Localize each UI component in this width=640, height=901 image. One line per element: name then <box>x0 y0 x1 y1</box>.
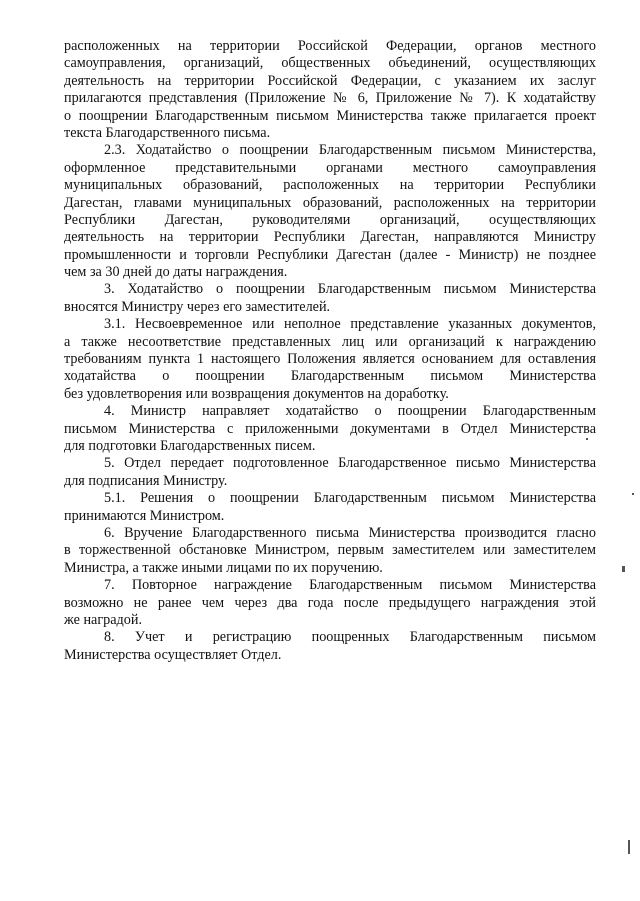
text-line: в торжественной обстановке Министром, первым заместителем или заместителем <box>64 542 596 559</box>
scan-speck <box>628 840 630 854</box>
text-line: 4. Министр направляет ходатайство о поощрении Благодарственным <box>104 403 596 420</box>
paragraph-p-5-1 <box>64 490 596 525</box>
paragraph-p-7 <box>64 577 596 629</box>
text-line: текста Благодарственного письма. <box>64 124 271 141</box>
text-line: принимаются Министром. <box>64 507 225 524</box>
text-line: прилагаются представления (Приложение № 6, Приложение № 7). К ходатайству <box>64 90 596 107</box>
text-line: же наградой. <box>64 611 143 628</box>
paragraph-p-8 <box>64 629 596 664</box>
text-line: чем за 30 дней до даты награждения. <box>64 264 288 281</box>
text-line: письмом Министерства с приложенными документами в Отдел Министерства <box>64 420 596 437</box>
paragraph-p-4 <box>64 403 596 455</box>
paragraph-intro-cont <box>64 38 596 142</box>
text-line: о поощрении Благодарственным письмом Министерства также прилагается проект <box>64 107 596 124</box>
text-line: Дагестан, главами муниципальных образований, расположенных на территории <box>64 194 596 211</box>
paragraph-p-3 <box>64 281 596 316</box>
text-line: возможно не ранее чем через два года после предыдущего награждения этой <box>64 594 596 611</box>
text-line: а также несоответствие представленных лиц или организаций к награждению <box>64 333 596 350</box>
text-line: 3. Ходатайство о поощрении Благодарственным письмом Министерства <box>104 281 596 298</box>
text-line: для подписания Министру. <box>64 472 228 489</box>
text-line: Министерства осуществляет Отдел. <box>64 646 282 663</box>
text-line: деятельность на территории Российской Федерации, с указанием их заслуг <box>64 72 596 89</box>
text-line: 3.1. Несвоевременное или неполное представление указанных документов, <box>104 316 596 333</box>
paragraph-p-5 <box>64 455 596 490</box>
text-line: расположенных на территории Российской Федерации, органов местного <box>64 38 596 54</box>
text-line: Республики Дагестан, руководителями организаций, осуществляющих <box>64 211 596 228</box>
text-line: муниципальных образований, расположенных на территории Республики <box>64 177 596 194</box>
scan-speck <box>586 438 588 440</box>
text-line: самоуправления, организаций, общественных объединений, осуществляющих <box>64 55 596 72</box>
text-line: 2.3. Ходатайство о поощрении Благодарственным письмом Министерства, <box>104 142 596 159</box>
text-line: промышленности и торговли Республики Дагестан (далее - Министр) не позднее <box>64 246 596 263</box>
text-line: 7. Повторное награждение Благодарственным письмом Министерства <box>104 577 596 594</box>
text-line: оформленное представительными органами местного самоуправления <box>64 159 596 176</box>
text-line: 8. Учет и регистрацию поощренных Благодарственным письмом <box>104 629 596 646</box>
text-line: требованиям пункта 1 настоящего Положения является основанием для оставления <box>64 351 596 368</box>
scan-speck <box>622 566 625 572</box>
text-line: деятельность на территории Республики Дагестан, направляются Министру <box>64 229 596 246</box>
paragraph-p-3-1 <box>64 316 596 403</box>
text-line: без удовлетворения или возвращения документов на доработку. <box>64 385 449 402</box>
text-line: вносятся Министру через его заместителей. <box>64 298 331 315</box>
paragraph-p-2-3 <box>64 142 596 281</box>
text-line: 6. Вручение Благодарственного письма Министерства производится гласно <box>104 524 596 541</box>
paragraph-p-6 <box>64 525 596 577</box>
text-line: 5.1. Решения о поощрении Благодарственным письмом Министерства <box>104 490 596 507</box>
document-page <box>64 38 596 664</box>
scan-speck <box>632 493 634 495</box>
text-line: 5. Отдел передает подготовленное Благодарственное письмо Министерства <box>104 455 596 472</box>
text-line: для подготовки Благодарственных писем. <box>64 437 316 454</box>
text-line: Министра, а также иными лицами по их поручению. <box>64 559 383 576</box>
text-line: ходатайства о поощрении Благодарственным письмом Министерства <box>64 368 596 385</box>
